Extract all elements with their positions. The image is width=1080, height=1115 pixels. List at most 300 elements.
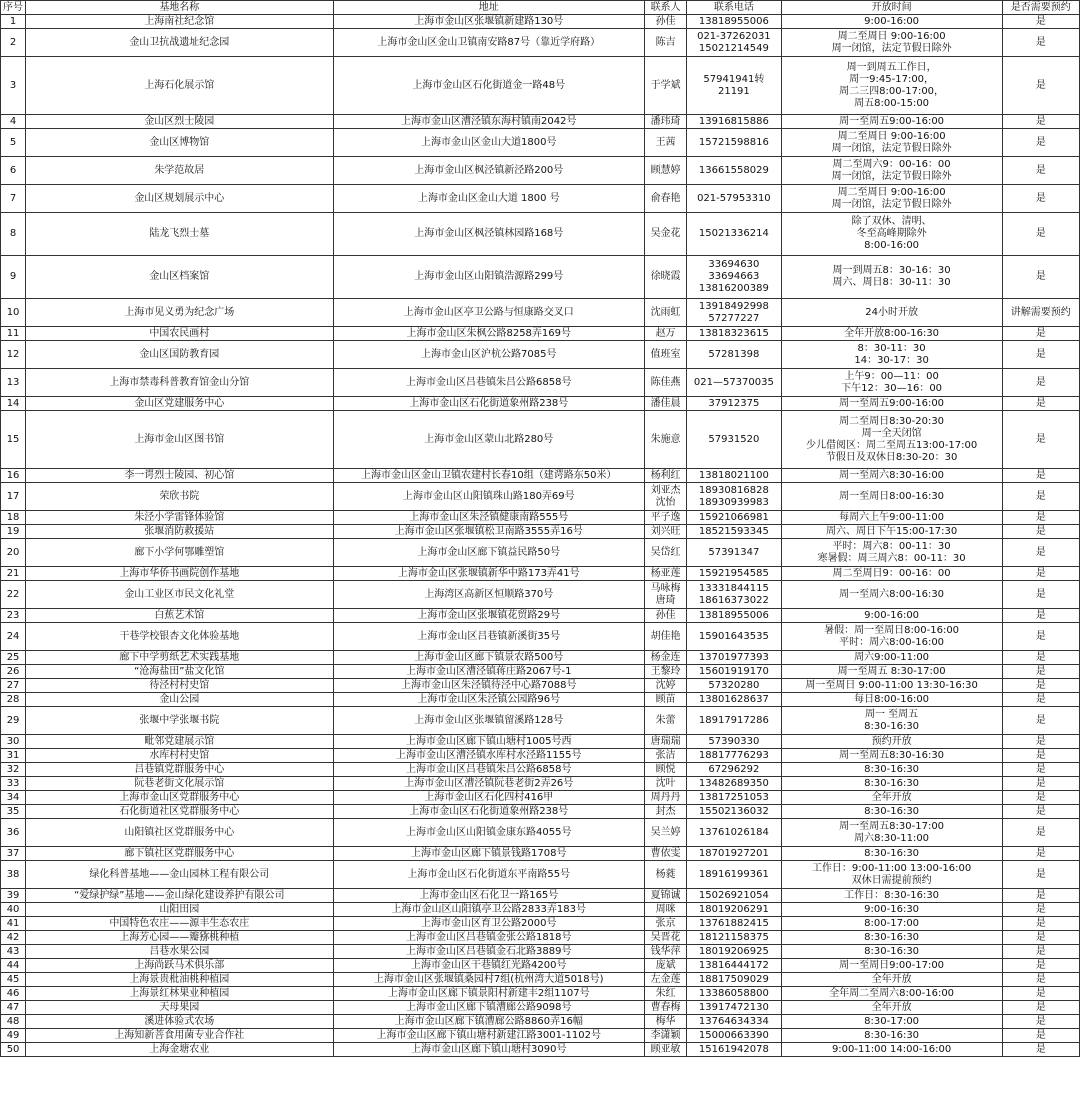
cell-reservation: 是 [1002, 57, 1079, 115]
cell-address: 上海市金山区山阳镇金康东路4055号 [333, 819, 644, 847]
table-row [1, 525, 1080, 539]
cell-phone: 15000663390 [687, 1029, 781, 1043]
cell-reservation: 是 [1002, 917, 1079, 931]
cell-phone: 33694630 33694663 13816200389 [687, 256, 781, 299]
cell-hours: 9:00-16:30 [781, 903, 1002, 917]
table-row [1, 299, 1080, 327]
cell-phone: 15601919170 [687, 665, 781, 679]
cell-reservation: 讲解需要预约 [1002, 299, 1079, 327]
cell-phone: 57281398 [687, 341, 781, 369]
cell-phone: 13818021100 [687, 469, 781, 483]
cell-name: 上海南社纪念馆 [26, 15, 333, 29]
cell-contact: 杨金连 [644, 651, 686, 665]
cell-phone: 13818955006 [687, 15, 781, 29]
cell-reservation: 是 [1002, 411, 1079, 469]
cell-address: 上海市金山区朱泾镇健康南路555号 [333, 511, 644, 525]
cell-name: 毗邻党建展示馆 [26, 735, 333, 749]
cell-hours: 9:00-16:00 [781, 15, 1002, 29]
cell-name: “爱绿护绿”基地——金山绿化建设养护有限公司 [26, 889, 333, 903]
cell-reservation: 是 [1002, 115, 1079, 129]
cell-name: 上海市金山区图书馆 [26, 411, 333, 469]
cell-name: 绿化科普基地——金山园林工程有限公司 [26, 861, 333, 889]
cell-phone: 13761882415 [687, 917, 781, 931]
cell-index: 33 [1, 777, 26, 791]
table-row [1, 609, 1080, 623]
cell-hours: 8:30-16:30 [781, 1029, 1002, 1043]
cell-hours: 周二至周日 9:00-16:00 周一闭馆，法定节假日除外 [781, 29, 1002, 57]
cell-index: 25 [1, 651, 26, 665]
cell-index: 24 [1, 623, 26, 651]
cell-address: 上海市金山区山阳镇亭卫公路2833弄183号 [333, 903, 644, 917]
cell-reservation: 是 [1002, 369, 1079, 397]
cell-index: 22 [1, 581, 26, 609]
cell-reservation: 是 [1002, 129, 1079, 157]
cell-reservation: 是 [1002, 665, 1079, 679]
cell-address: 上海市金山区石化四村416甲 [333, 791, 644, 805]
cell-phone: 18817776293 [687, 749, 781, 763]
cell-name: 廊下小学何鄂雕塑馆 [26, 539, 333, 567]
table-row [1, 959, 1080, 973]
cell-name: 朱学范故居 [26, 157, 333, 185]
cell-phone: 18701927201 [687, 847, 781, 861]
cell-hours: 周一到周五8：30-16：30 周六、周日8：30-11：30 [781, 256, 1002, 299]
cell-contact: 左金莲 [644, 973, 686, 987]
cell-contact: 俞春艳 [644, 185, 686, 213]
cell-contact: 沈叶 [644, 777, 686, 791]
cell-name: 吕巷水果公园 [26, 945, 333, 959]
cell-reservation: 是 [1002, 973, 1079, 987]
table-row [1, 1029, 1080, 1043]
cell-hours: 周二至周日8:30-20:30 周一全天闭馆 少儿借阅区：周二至周五13:00-17:00 节假日及双休日8:30-20：30 [781, 411, 1002, 469]
cell-address: 上海市金山区金山大道 1800 号 [333, 185, 644, 213]
cell-contact: 封杰 [644, 805, 686, 819]
cell-name: 山阳镇社区党群服务中心 [26, 819, 333, 847]
cell-contact: 陈吉 [644, 29, 686, 57]
cell-name: 上海金塘农业 [26, 1043, 333, 1057]
cell-address: 上海市金山区石化街道象州路238号 [333, 805, 644, 819]
cell-hours: 8:30-16:30 [781, 945, 1002, 959]
cell-reservation: 是 [1002, 1001, 1079, 1015]
cell-contact: 顾亚敏 [644, 1043, 686, 1057]
cell-phone: 13916815886 [687, 115, 781, 129]
cell-index: 8 [1, 213, 26, 256]
table-row [1, 987, 1080, 1001]
cell-reservation: 是 [1002, 763, 1079, 777]
cell-address: 上海湾区高新区恒顺路370号 [333, 581, 644, 609]
cell-address: 上海市金山区廊下镇景阳村新建丰2组1107号 [333, 987, 644, 1001]
cell-contact: 顾慧婷 [644, 157, 686, 185]
cell-contact: 胡佳艳 [644, 623, 686, 651]
cell-hours: 周六9:00-11:00 [781, 651, 1002, 665]
header-contact: 联系人 [644, 1, 686, 15]
cell-name: 石化街道社区党群服务中心 [26, 805, 333, 819]
cell-hours: 全年开放8:00-16:30 [781, 327, 1002, 341]
cell-reservation: 是 [1002, 213, 1079, 256]
cell-contact: 庞斌 [644, 959, 686, 973]
cell-address: 上海市金山区廊下镇益民路50号 [333, 539, 644, 567]
table-row [1, 256, 1080, 299]
table-row [1, 341, 1080, 369]
cell-name: 上海石化展示馆 [26, 57, 333, 115]
cell-hours: 预约开放 [781, 735, 1002, 749]
cell-hours: 8:30-16:30 [781, 805, 1002, 819]
cell-contact: 杨蕤 [644, 861, 686, 889]
table-body [1, 15, 1080, 1057]
cell-hours: 24小时开放 [781, 299, 1002, 327]
table-row [1, 763, 1080, 777]
cell-hours: 8:30-16:30 [781, 763, 1002, 777]
cell-phone: 15502136032 [687, 805, 781, 819]
cell-reservation: 是 [1002, 861, 1079, 889]
table-row [1, 469, 1080, 483]
cell-address: 上海市金山区漕泾镇水库村水泾路1155号 [333, 749, 644, 763]
cell-hours: 周二至周日 9:00-16:00 周一闭馆，法定节假日除外 [781, 129, 1002, 157]
cell-index: 50 [1, 1043, 26, 1057]
cell-index: 29 [1, 707, 26, 735]
header-row [1, 1, 1080, 15]
cell-index: 49 [1, 1029, 26, 1043]
table-row [1, 903, 1080, 917]
cell-address: 上海市金山区沪杭公路7085号 [333, 341, 644, 369]
cell-address: 上海市金山区廊下镇山塘村3090号 [333, 1043, 644, 1057]
header-hours: 开放时间 [781, 1, 1002, 15]
cell-hours: 周一至周六8:00-16:30 [781, 581, 1002, 609]
cell-index: 16 [1, 469, 26, 483]
cell-name: 干巷学校银杏文化体验基地 [26, 623, 333, 651]
cell-name: 天母果园 [26, 1001, 333, 1015]
cell-phone: 13917472130 [687, 1001, 781, 1015]
cell-address: 上海市金山区育卫公路2000号 [333, 917, 644, 931]
cell-address: 上海市金山区张堰镇新建路130号 [333, 15, 644, 29]
cell-address: 上海市金山区廊下镇漕廊公路9098号 [333, 1001, 644, 1015]
cell-reservation: 是 [1002, 819, 1079, 847]
cell-name: 上海市华侨书画院创作基地 [26, 567, 333, 581]
cell-address: 上海市金山区廊下镇山塘村新建江路3001-1102号 [333, 1029, 644, 1043]
cell-hours: 全年开放 [781, 1001, 1002, 1015]
cell-hours: 8:30-16:30 [781, 931, 1002, 945]
cell-address: 上海市金山区山阳镇浩源路299号 [333, 256, 644, 299]
cell-index: 35 [1, 805, 26, 819]
cell-name: 水库村村史馆 [26, 749, 333, 763]
table-row [1, 917, 1080, 931]
table-row [1, 707, 1080, 735]
cell-index: 18 [1, 511, 26, 525]
cell-contact: 周丹丹 [644, 791, 686, 805]
cell-phone: 67296292 [687, 763, 781, 777]
cell-name: 吕巷镇党群服务中心 [26, 763, 333, 777]
cell-phone: 15921066981 [687, 511, 781, 525]
cell-phone: 18019206291 [687, 903, 781, 917]
table-row [1, 567, 1080, 581]
cell-phone: 13661558029 [687, 157, 781, 185]
cell-address: 上海市金山区石化街道金一路48号 [333, 57, 644, 115]
cell-index: 30 [1, 735, 26, 749]
cell-name: 溪进体验式农场 [26, 1015, 333, 1029]
cell-phone: 021-37262031 15021214549 [687, 29, 781, 57]
cell-contact: 张洁 [644, 749, 686, 763]
cell-name: 上海市禁毒科普教育馆金山分馆 [26, 369, 333, 397]
cell-reservation: 是 [1002, 1015, 1079, 1029]
table-row [1, 819, 1080, 847]
cell-name: 金山区规划展示中心 [26, 185, 333, 213]
cell-phone: 15921954585 [687, 567, 781, 581]
table-row [1, 581, 1080, 609]
cell-name: 金山区国防教育园 [26, 341, 333, 369]
table-row [1, 15, 1080, 29]
cell-name: 上海芳心园——瓣猕桃种植 [26, 931, 333, 945]
cell-reservation: 是 [1002, 29, 1079, 57]
table-row [1, 805, 1080, 819]
cell-contact: 孙佳 [644, 609, 686, 623]
cell-reservation: 是 [1002, 903, 1079, 917]
cell-hours: 周一至周日8:00-16:30 [781, 483, 1002, 511]
cell-phone: 18121158375 [687, 931, 781, 945]
cell-index: 10 [1, 299, 26, 327]
cell-contact: 唐瑞瑞 [644, 735, 686, 749]
cell-phone: 18930816828 18930939983 [687, 483, 781, 511]
cell-reservation: 是 [1002, 749, 1079, 763]
cell-contact: 顾苗 [644, 693, 686, 707]
cell-name: 朱泾小学雷锋体验馆 [26, 511, 333, 525]
cell-index: 23 [1, 609, 26, 623]
cell-phone: 57941941转21191 [687, 57, 781, 115]
cell-index: 11 [1, 327, 26, 341]
cell-contact: 潘玮琦 [644, 115, 686, 129]
cell-index: 7 [1, 185, 26, 213]
cell-contact: 刘兴旺 [644, 525, 686, 539]
cell-index: 12 [1, 341, 26, 369]
cell-address: 上海市金山区石化街道东平南路55号 [333, 861, 644, 889]
cell-reservation: 是 [1002, 693, 1079, 707]
cell-contact: 于学斌 [644, 57, 686, 115]
cell-name: 李一谔烈士陵园、初心馆 [26, 469, 333, 483]
cell-contact: 周咪 [644, 903, 686, 917]
cell-phone: 13818323615 [687, 327, 781, 341]
cell-index: 2 [1, 29, 26, 57]
table-row [1, 411, 1080, 469]
cell-phone: 13816444172 [687, 959, 781, 973]
cell-phone: 13918492998 57277227 [687, 299, 781, 327]
table-row [1, 57, 1080, 115]
cell-phone: 57391347 [687, 539, 781, 567]
cell-phone: 57931520 [687, 411, 781, 469]
cell-reservation: 是 [1002, 157, 1079, 185]
table-row [1, 889, 1080, 903]
cell-reservation: 是 [1002, 567, 1079, 581]
cell-index: 20 [1, 539, 26, 567]
table-row [1, 185, 1080, 213]
cell-phone: 13801628637 [687, 693, 781, 707]
cell-phone: 15021336214 [687, 213, 781, 256]
cell-contact: 潘佳晨 [644, 397, 686, 411]
cell-hours: 8:00-17:00 [781, 917, 1002, 931]
cell-hours: 8：30-11：30 14：30-17：30 [781, 341, 1002, 369]
cell-hours: 周一 至周五 8:30-16:30 [781, 707, 1002, 735]
cell-phone: 15026921054 [687, 889, 781, 903]
cell-reservation: 是 [1002, 1029, 1079, 1043]
cell-address: 上海市金山区金山大道1800号 [333, 129, 644, 157]
cell-hours: 周二至周日 9:00-16:00 周一闭馆，法定节假日除外 [781, 185, 1002, 213]
cell-name: 上海市金山区党群服务中心 [26, 791, 333, 805]
cell-reservation: 是 [1002, 777, 1079, 791]
table-row [1, 693, 1080, 707]
table-row [1, 1043, 1080, 1057]
cell-index: 32 [1, 763, 26, 777]
cell-address: 上海市金山区枫泾镇林园路168号 [333, 213, 644, 256]
cell-hours: 全年开放 [781, 791, 1002, 805]
cell-phone: 13386058800 [687, 987, 781, 1001]
cell-name: 金山区烈士陵园 [26, 115, 333, 129]
cell-hours: 9:00-11:00 14:00-16:00 [781, 1043, 1002, 1057]
cell-phone: 021—57370035 [687, 369, 781, 397]
cell-index: 39 [1, 889, 26, 903]
cell-reservation: 是 [1002, 931, 1079, 945]
cell-hours: 全年开放 [781, 973, 1002, 987]
cell-name: 张堰消防救援站 [26, 525, 333, 539]
cell-address: 上海市金山区廊下镇景农路500号 [333, 651, 644, 665]
cell-reservation: 是 [1002, 1043, 1079, 1057]
cell-phone: 15161942078 [687, 1043, 781, 1057]
cell-reservation: 是 [1002, 483, 1079, 511]
cell-address: 上海市金山区张堰镇留溪路128号 [333, 707, 644, 735]
cell-contact: 陈佳燕 [644, 369, 686, 397]
cell-phone: 15901643535 [687, 623, 781, 651]
cell-hours: 9:00-16:00 [781, 609, 1002, 623]
cell-index: 43 [1, 945, 26, 959]
cell-reservation: 是 [1002, 945, 1079, 959]
cell-contact: 马咏梅 唐琦 [644, 581, 686, 609]
cell-hours: 周六、周日下午15:00-17:30 [781, 525, 1002, 539]
cell-index: 14 [1, 397, 26, 411]
cell-phone: 13482689350 [687, 777, 781, 791]
cell-index: 19 [1, 525, 26, 539]
table-row [1, 847, 1080, 861]
cell-reservation: 是 [1002, 397, 1079, 411]
cell-address: 上海市金山区漕泾镇蒋庄路2067号-1 [333, 665, 644, 679]
table-row [1, 327, 1080, 341]
table-row [1, 369, 1080, 397]
table-row [1, 651, 1080, 665]
cell-name: 上海景贵枇油桃种植园 [26, 973, 333, 987]
cell-name: 中国特色农庄——源丰生态农庄 [26, 917, 333, 931]
cell-reservation: 是 [1002, 623, 1079, 651]
cell-index: 1 [1, 15, 26, 29]
cell-name: 金山区博物馆 [26, 129, 333, 157]
table-row [1, 157, 1080, 185]
cell-address: 上海市金山区廊下镇景钱路1708号 [333, 847, 644, 861]
cell-reservation: 是 [1002, 341, 1079, 369]
cell-hours: 周一至周日 9:00-11:00 13:30-16:30 [781, 679, 1002, 693]
table-row [1, 29, 1080, 57]
cell-phone: 13764634334 [687, 1015, 781, 1029]
cell-hours: 每日8:00-16:00 [781, 693, 1002, 707]
cell-index: 36 [1, 819, 26, 847]
cell-address: 上海市金山区蒙山北路280号 [333, 411, 644, 469]
cell-name: 荣欣书院 [26, 483, 333, 511]
cell-contact: 值班室 [644, 341, 686, 369]
cell-index: 37 [1, 847, 26, 861]
cell-reservation: 是 [1002, 707, 1079, 735]
cell-phone: 57390330 [687, 735, 781, 749]
cell-address: 上海市金山区吕巷镇金张公路1818号 [333, 931, 644, 945]
cell-address: 上海市金山区朱泾镇公园路96号 [333, 693, 644, 707]
cell-phone: 13818955006 [687, 609, 781, 623]
cell-address: 上海市金山区吕巷镇朱吕公路6858号 [333, 763, 644, 777]
cell-phone: 13761026184 [687, 819, 781, 847]
table-row [1, 397, 1080, 411]
cell-index: 44 [1, 959, 26, 973]
cell-contact: 吴晋花 [644, 931, 686, 945]
cell-phone: 18019206925 [687, 945, 781, 959]
cell-name: 山阳田园 [26, 903, 333, 917]
cell-name: 陆龙飞烈士墓 [26, 213, 333, 256]
cell-name: 中国农民画村 [26, 327, 333, 341]
table-row [1, 1001, 1080, 1015]
cell-contact: 李潇颖 [644, 1029, 686, 1043]
cell-hours: 每周六上午9:00-11:00 [781, 511, 1002, 525]
cell-contact: 曹依雯 [644, 847, 686, 861]
cell-index: 21 [1, 567, 26, 581]
cell-hours: 周一至周五8:30-16:30 [781, 749, 1002, 763]
cell-name: 金山公园 [26, 693, 333, 707]
cell-contact: 吴兰婷 [644, 819, 686, 847]
cell-contact: 刘亚杰 沈怡 [644, 483, 686, 511]
table-row [1, 213, 1080, 256]
cell-index: 13 [1, 369, 26, 397]
cell-contact: 朱施意 [644, 411, 686, 469]
cell-reservation: 是 [1002, 679, 1079, 693]
cell-hours: 8:30-17:00 [781, 1015, 1002, 1029]
cell-reservation: 是 [1002, 847, 1079, 861]
cell-reservation: 是 [1002, 539, 1079, 567]
cell-name: 白蕉艺术馆 [26, 609, 333, 623]
cell-index: 26 [1, 665, 26, 679]
table-row [1, 791, 1080, 805]
cell-name: 廊下中学剪纸艺术实践基地 [26, 651, 333, 665]
cell-name: 金山区档案馆 [26, 256, 333, 299]
cell-hours: 周一至周五 8:30-17:00 [781, 665, 1002, 679]
cell-address: 上海市金山区漕泾镇阮巷老街2弄26号 [333, 777, 644, 791]
table-row [1, 931, 1080, 945]
cell-contact: 沈雨虹 [644, 299, 686, 327]
cell-phone: 13331844115 18616373022 [687, 581, 781, 609]
table-row [1, 777, 1080, 791]
cell-reservation: 是 [1002, 511, 1079, 525]
cell-contact: 平子逸 [644, 511, 686, 525]
cell-name: 金山卫抗战遗址纪念园 [26, 29, 333, 57]
cell-phone: 37912375 [687, 397, 781, 411]
cell-phone: 13701977393 [687, 651, 781, 665]
cell-name: 上海知新菩食用菌专业合作社 [26, 1029, 333, 1043]
table-row [1, 861, 1080, 889]
cell-phone: 18916199361 [687, 861, 781, 889]
table-row [1, 511, 1080, 525]
cell-contact: 张京 [644, 917, 686, 931]
cell-address: 上海市金山区朱泾镇待泾中心路7088号 [333, 679, 644, 693]
cell-index: 48 [1, 1015, 26, 1029]
table-row [1, 483, 1080, 511]
cell-reservation: 是 [1002, 791, 1079, 805]
cell-hours: 周一至周五9:00-16:00 [781, 115, 1002, 129]
cell-reservation: 是 [1002, 256, 1079, 299]
cell-contact: 王茜 [644, 129, 686, 157]
table-row [1, 129, 1080, 157]
cell-hours: 8:30-16:30 [781, 777, 1002, 791]
cell-address: 上海市金山区廊下镇山塘村1005号西 [333, 735, 644, 749]
cell-phone: 15721598816 [687, 129, 781, 157]
header-address: 地址 [333, 1, 644, 15]
cell-reservation: 是 [1002, 581, 1079, 609]
